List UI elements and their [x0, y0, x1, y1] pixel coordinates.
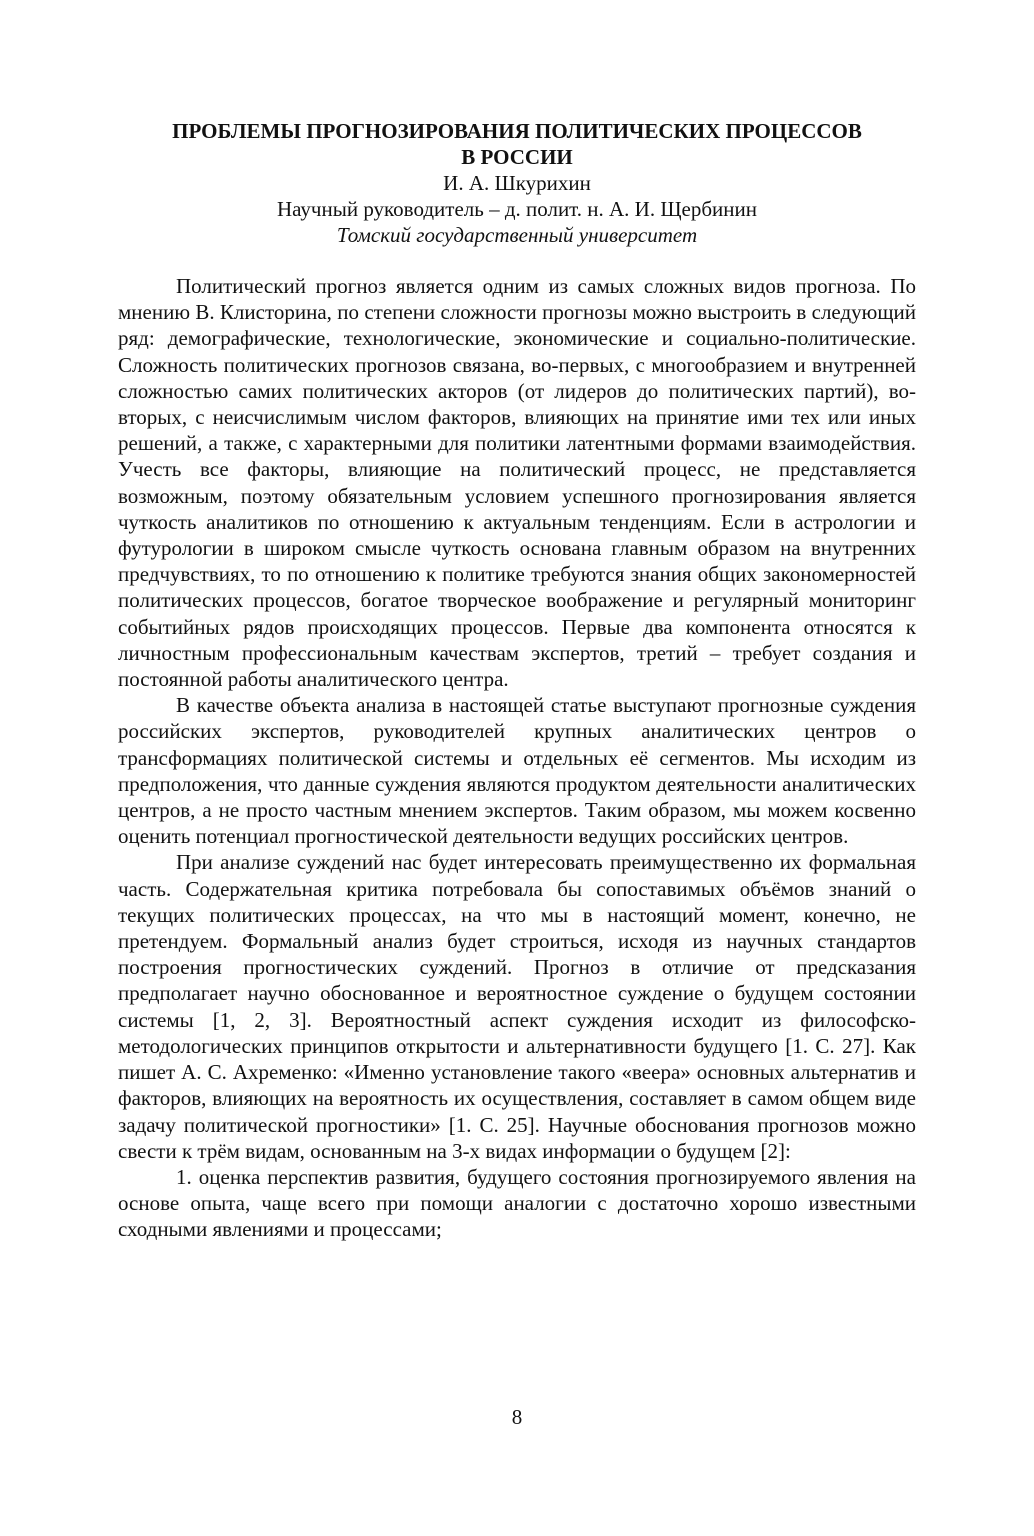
paragraph-1: Политический прогноз является одним из самых сложных видов прогноза. По мнению В. Клисторина, по степени сложности прогнозы можно выстроить в следующий ряд: демографические, технологические, экономические и социально-политические. Сложность политических прогнозов связана, во-первых, с многообразием и внутренней сложностью самих политических акторов (от лидеров до политических партий), во-вторых, с неисчислимым числом факторов, влияющих на принятие ими тех или иных решений, а также, с характерными для политики латентными формами взаимодействия. Учесть все факторы, влияющие на политический процесс, не представляется возможным, поэтому обязательным условием успешного прогнозирования является чуткость аналитиков по отношению к актуальным тенденциям. Если в астрологии и футурологии в широком смысле чуткость основана главным образом на внутренних предчувствиях, то по отношению к политике требуются знания общих закономерностей политических процессов, богатое творческое воображение и регулярный мониторинг событийных рядов происходящих процессов. Первые два компонента относятся к личностным профессиональным качествам экспертов, третий – требует создания и постоянной работы аналитического центра. [118, 274, 916, 692]
paper-title [118, 118, 916, 170]
affiliation: Томский государственный университет [336, 223, 698, 247]
paragraph-3: При анализе суждений нас будет интересовать преимущественно их формальная часть. Содержательная критика потребовала бы сопоставимых объёмов знаний о текущих политических процессах, на что мы в настоящий момент, конечно, не претендуем. Формальный анализ будет строиться, исходя из научных стандартов построения прогностических суждений. Прогноз в отличие от предсказания предполагает научно обоснованное и вероятностное суждение о будущем состоянии системы [1, 2, 3]. Вероятностный аспект суждения исходит из философско-методологических принципов открытости и альтернативности будущего [1. С. 27]. Как пишет А. С. Ахременко: «Именно установление такого «веера» основных альтернатив и факторов, влияющих на вероятность их осуществления, составляет в самом общем виде задачу политической прогностики» [1. С. 25]. Научные обоснования прогнозов можно свести к трём видам, основанным на 3-х видах информации о будущем [2]: [118, 850, 916, 1163]
article-body [118, 273, 916, 1243]
paper-page [118, 118, 916, 1243]
paragraph-2: В качестве объекта анализа в настоящей статье выступают прогнозные суждения российских экспертов, руководителей крупных аналитических центров о трансформациях политической системы и отдельных её сегментов. Мы исходим из предположения, что данные суждения являются продуктом деятельности аналитических центров, а не просто частным мнением экспертов. Таким образом, мы можем косвенно оценить потенциал прогностической деятельности ведущих российских центров. [118, 693, 916, 849]
supervisor-line: Научный руководитель – д. полит. н. А. И. Щербинин [277, 197, 757, 221]
author-name: И. А. Шкурихин [443, 171, 591, 195]
paper-title-line-1: ПРОБЛЕМЫ ПРОГНОЗИРОВАНИЯ ПОЛИТИЧЕСКИХ ПРОЦЕССОВ [172, 119, 862, 143]
page-number: 8 [511, 1405, 523, 1429]
paragraph-4-list-item-1: 1. оценка перспектив развития, будущего состояния прогнозируемого явления на основе опыта, чаще всего при помощи аналогии с достаточно хорошо известными сходными явлениями и процессами; [118, 1164, 916, 1242]
paper-title-line-2: В РОССИИ [461, 145, 573, 169]
